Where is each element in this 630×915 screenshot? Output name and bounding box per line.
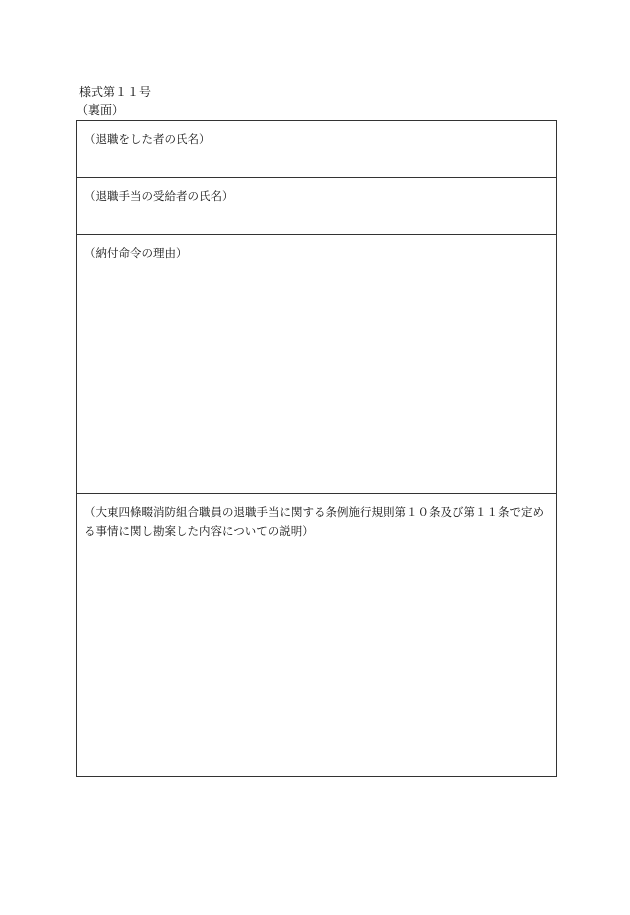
circumstances-explanation-field[interactable]	[77, 494, 556, 776]
circumstances-explanation-label: （大東四條畷消防組合職員の退職手当に関する条例施行規則第１０条及び第１１条で定める事情に関し勘案した内容についての説明）	[84, 505, 544, 538]
reverse-side-label: （裏面）	[76, 103, 125, 117]
retiree-name-field[interactable]	[77, 121, 556, 178]
form-number: 様式第１１号	[79, 85, 152, 99]
retiree-name-label: （退職をした者の氏名）	[84, 132, 211, 146]
recipient-name-field[interactable]	[77, 178, 556, 235]
payment-order-reason-field[interactable]	[77, 235, 556, 494]
form-table	[76, 120, 557, 777]
payment-order-reason-label: （納付命令の理由）	[84, 246, 188, 260]
recipient-name-label: （退職手当の受給者の氏名）	[84, 189, 234, 203]
